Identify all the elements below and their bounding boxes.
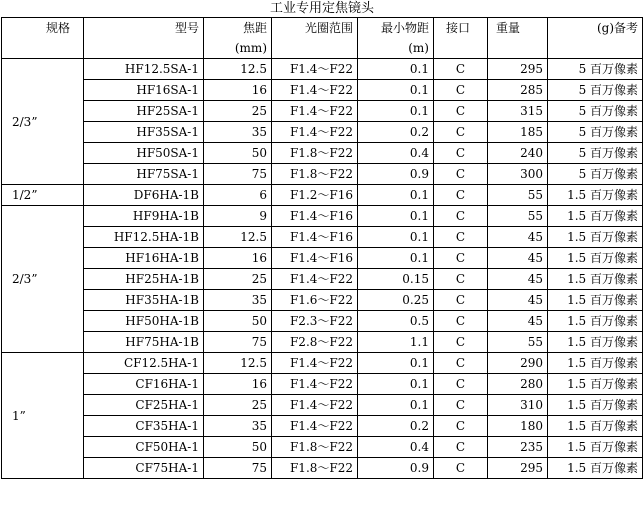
- note-cell: 1.5 百万像素: [548, 332, 643, 353]
- header-note: (g)备考: [548, 18, 643, 59]
- table-title: 工业专用定焦镜头: [2, 0, 643, 18]
- note-cell: 5 百万像素: [548, 101, 643, 122]
- mount-cell: C: [434, 164, 488, 185]
- mount-cell: C: [434, 290, 488, 311]
- min-dist-cell: 0.1: [358, 227, 434, 248]
- table-row: [2, 269, 643, 290]
- focal-cell: 50: [204, 437, 272, 458]
- mount-cell: C: [434, 185, 488, 206]
- header-mount: 接口: [434, 18, 488, 59]
- aperture-cell: F1.4～F22: [272, 353, 358, 374]
- model-cell: HF25SA-1: [84, 101, 204, 122]
- min-dist-cell: 0.1: [358, 353, 434, 374]
- focal-cell: 35: [204, 290, 272, 311]
- note-cell: 5 百万像素: [548, 143, 643, 164]
- aperture-cell: F1.8～F22: [272, 458, 358, 479]
- table-row: [2, 311, 643, 332]
- table-body: [2, 59, 643, 479]
- aperture-cell: F2.3～F22: [272, 311, 358, 332]
- format-cell: 1”: [2, 353, 84, 479]
- focal-cell: 50: [204, 143, 272, 164]
- table-row: [2, 143, 643, 164]
- header-format: 规格: [2, 18, 84, 59]
- header-row: [2, 18, 643, 59]
- focal-cell: 75: [204, 458, 272, 479]
- weight-cell: 285: [488, 80, 548, 101]
- aperture-cell: F1.4～F22: [272, 395, 358, 416]
- weight-cell: 295: [488, 458, 548, 479]
- min-dist-cell: 0.1: [358, 101, 434, 122]
- mount-cell: C: [434, 227, 488, 248]
- aperture-cell: F1.6～F22: [272, 290, 358, 311]
- model-cell: HF12.5HA-1B: [84, 227, 204, 248]
- min-dist-cell: 1.1: [358, 332, 434, 353]
- format-cell: 2/3”: [2, 206, 84, 353]
- weight-cell: 295: [488, 59, 548, 80]
- aperture-cell: F1.2～F16: [272, 185, 358, 206]
- weight-cell: 235: [488, 437, 548, 458]
- header-focal-label: 焦距: [242, 21, 267, 35]
- weight-cell: 240: [488, 143, 548, 164]
- note-cell: 1.5 百万像素: [548, 353, 643, 374]
- note-cell: 1.5 百万像素: [548, 185, 643, 206]
- min-dist-cell: 0.1: [358, 185, 434, 206]
- note-cell: 1.5 百万像素: [548, 311, 643, 332]
- header-min-dist-label: 最小物距: [380, 21, 429, 35]
- table-row: [2, 437, 643, 458]
- min-dist-cell: 0.1: [358, 80, 434, 101]
- table-row: [2, 458, 643, 479]
- mount-cell: C: [434, 458, 488, 479]
- note-cell: 5 百万像素: [548, 122, 643, 143]
- mount-cell: C: [434, 416, 488, 437]
- model-cell: CF50HA-1: [84, 437, 204, 458]
- min-dist-cell: 0.1: [358, 59, 434, 80]
- header-focal-unit: (mm): [234, 41, 267, 55]
- lens-spec-sheet: [1, 0, 642, 505]
- focal-cell: 12.5: [204, 227, 272, 248]
- min-dist-cell: 0.5: [358, 311, 434, 332]
- table-row: [2, 59, 643, 80]
- note-cell: 1.5 百万像素: [548, 458, 643, 479]
- focal-cell: 75: [204, 332, 272, 353]
- note-cell: 1.5 百万像素: [548, 374, 643, 395]
- lens-spec-table: [1, 0, 643, 479]
- weight-cell: 185: [488, 122, 548, 143]
- mount-cell: C: [434, 80, 488, 101]
- table-row: [2, 395, 643, 416]
- mount-cell: C: [434, 269, 488, 290]
- model-cell: HF50SA-1: [84, 143, 204, 164]
- table-row: [2, 122, 643, 143]
- model-cell: CF75HA-1: [84, 458, 204, 479]
- mount-cell: C: [434, 374, 488, 395]
- aperture-cell: F1.4～F22: [272, 122, 358, 143]
- model-cell: HF25HA-1B: [84, 269, 204, 290]
- aperture-cell: F1.4～F22: [272, 59, 358, 80]
- model-cell: DF6HA-1B: [84, 185, 204, 206]
- aperture-cell: F1.8～F22: [272, 164, 358, 185]
- focal-cell: 16: [204, 248, 272, 269]
- note-cell: 5 百万像素: [548, 59, 643, 80]
- model-cell: HF35HA-1B: [84, 290, 204, 311]
- table-row: [2, 206, 643, 227]
- weight-cell: 45: [488, 290, 548, 311]
- header-focal: [204, 18, 272, 59]
- focal-cell: 25: [204, 269, 272, 290]
- header-aperture: 光圈范围: [272, 18, 358, 59]
- model-cell: HF12.5SA-1: [84, 59, 204, 80]
- model-cell: HF16SA-1: [84, 80, 204, 101]
- note-cell: 1.5 百万像素: [548, 206, 643, 227]
- format-cell: 1/2”: [2, 185, 84, 206]
- model-cell: HF50HA-1B: [84, 311, 204, 332]
- weight-cell: 280: [488, 374, 548, 395]
- focal-cell: 25: [204, 101, 272, 122]
- weight-cell: 290: [488, 353, 548, 374]
- weight-cell: 300: [488, 164, 548, 185]
- focal-cell: 25: [204, 395, 272, 416]
- mount-cell: C: [434, 59, 488, 80]
- focal-cell: 6: [204, 185, 272, 206]
- focal-cell: 9: [204, 206, 272, 227]
- min-dist-cell: 0.2: [358, 122, 434, 143]
- weight-cell: 45: [488, 227, 548, 248]
- table-row: [2, 290, 643, 311]
- min-dist-cell: 0.15: [358, 269, 434, 290]
- table-row: [2, 164, 643, 185]
- weight-cell: 310: [488, 395, 548, 416]
- mount-cell: C: [434, 206, 488, 227]
- focal-cell: 16: [204, 80, 272, 101]
- aperture-cell: F1.4～F16: [272, 206, 358, 227]
- min-dist-cell: 0.4: [358, 437, 434, 458]
- weight-cell: 55: [488, 332, 548, 353]
- model-cell: HF75SA-1: [84, 164, 204, 185]
- model-cell: HF35SA-1: [84, 122, 204, 143]
- aperture-cell: F1.4～F22: [272, 416, 358, 437]
- min-dist-cell: 0.1: [358, 248, 434, 269]
- aperture-cell: F2.8～F22: [272, 332, 358, 353]
- aperture-cell: F1.8～F22: [272, 437, 358, 458]
- note-cell: 1.5 百万像素: [548, 437, 643, 458]
- min-dist-cell: 0.25: [358, 290, 434, 311]
- model-cell: HF75HA-1B: [84, 332, 204, 353]
- aperture-cell: F1.4～F22: [272, 101, 358, 122]
- mount-cell: C: [434, 143, 488, 164]
- focal-cell: 35: [204, 416, 272, 437]
- model-cell: CF35HA-1: [84, 416, 204, 437]
- table-row: [2, 332, 643, 353]
- header-weight: 重量: [488, 18, 548, 59]
- header-min-dist: [358, 18, 434, 59]
- note-cell: 1.5 百万像素: [548, 248, 643, 269]
- focal-cell: 16: [204, 374, 272, 395]
- title-row: [2, 0, 643, 18]
- min-dist-cell: 0.2: [358, 416, 434, 437]
- min-dist-cell: 0.1: [358, 395, 434, 416]
- weight-cell: 45: [488, 311, 548, 332]
- min-dist-cell: 0.9: [358, 458, 434, 479]
- min-dist-cell: 0.4: [358, 143, 434, 164]
- focal-cell: 75: [204, 164, 272, 185]
- weight-cell: 315: [488, 101, 548, 122]
- table-row: [2, 374, 643, 395]
- note-cell: 1.5 百万像素: [548, 269, 643, 290]
- focal-cell: 12.5: [204, 59, 272, 80]
- note-cell: 1.5 百万像素: [548, 416, 643, 437]
- aperture-cell: F1.4～F16: [272, 227, 358, 248]
- aperture-cell: F1.4～F16: [272, 248, 358, 269]
- mount-cell: C: [434, 122, 488, 143]
- note-cell: 1.5 百万像素: [548, 395, 643, 416]
- table-row: [2, 80, 643, 101]
- note-cell: 1.5 百万像素: [548, 290, 643, 311]
- focal-cell: 35: [204, 122, 272, 143]
- header-model: 型号: [84, 18, 204, 59]
- weight-cell: 45: [488, 248, 548, 269]
- model-cell: CF16HA-1: [84, 374, 204, 395]
- mount-cell: C: [434, 437, 488, 458]
- header-min-dist-unit: (m): [408, 41, 429, 55]
- focal-cell: 12.5: [204, 353, 272, 374]
- weight-cell: 180: [488, 416, 548, 437]
- table-row: [2, 185, 643, 206]
- table-row: [2, 353, 643, 374]
- model-cell: CF12.5HA-1: [84, 353, 204, 374]
- table-row: [2, 227, 643, 248]
- model-cell: CF25HA-1: [84, 395, 204, 416]
- min-dist-cell: 0.1: [358, 374, 434, 395]
- focal-cell: 50: [204, 311, 272, 332]
- aperture-cell: F1.8～F22: [272, 143, 358, 164]
- model-cell: HF16HA-1B: [84, 248, 204, 269]
- mount-cell: C: [434, 248, 488, 269]
- min-dist-cell: 0.9: [358, 164, 434, 185]
- mount-cell: C: [434, 332, 488, 353]
- aperture-cell: F1.4～F22: [272, 269, 358, 290]
- format-cell: 2/3”: [2, 59, 84, 185]
- model-cell: HF9HA-1B: [84, 206, 204, 227]
- mount-cell: C: [434, 101, 488, 122]
- aperture-cell: F1.4～F22: [272, 374, 358, 395]
- mount-cell: C: [434, 353, 488, 374]
- table-row: [2, 101, 643, 122]
- note-cell: 1.5 百万像素: [548, 227, 643, 248]
- mount-cell: C: [434, 395, 488, 416]
- note-cell: 5 百万像素: [548, 164, 643, 185]
- note-cell: 5 百万像素: [548, 80, 643, 101]
- mount-cell: C: [434, 311, 488, 332]
- weight-cell: 45: [488, 269, 548, 290]
- table-row: [2, 248, 643, 269]
- weight-cell: 55: [488, 206, 548, 227]
- table-row: [2, 416, 643, 437]
- weight-cell: 55: [488, 185, 548, 206]
- aperture-cell: F1.4～F22: [272, 80, 358, 101]
- min-dist-cell: 0.1: [358, 206, 434, 227]
